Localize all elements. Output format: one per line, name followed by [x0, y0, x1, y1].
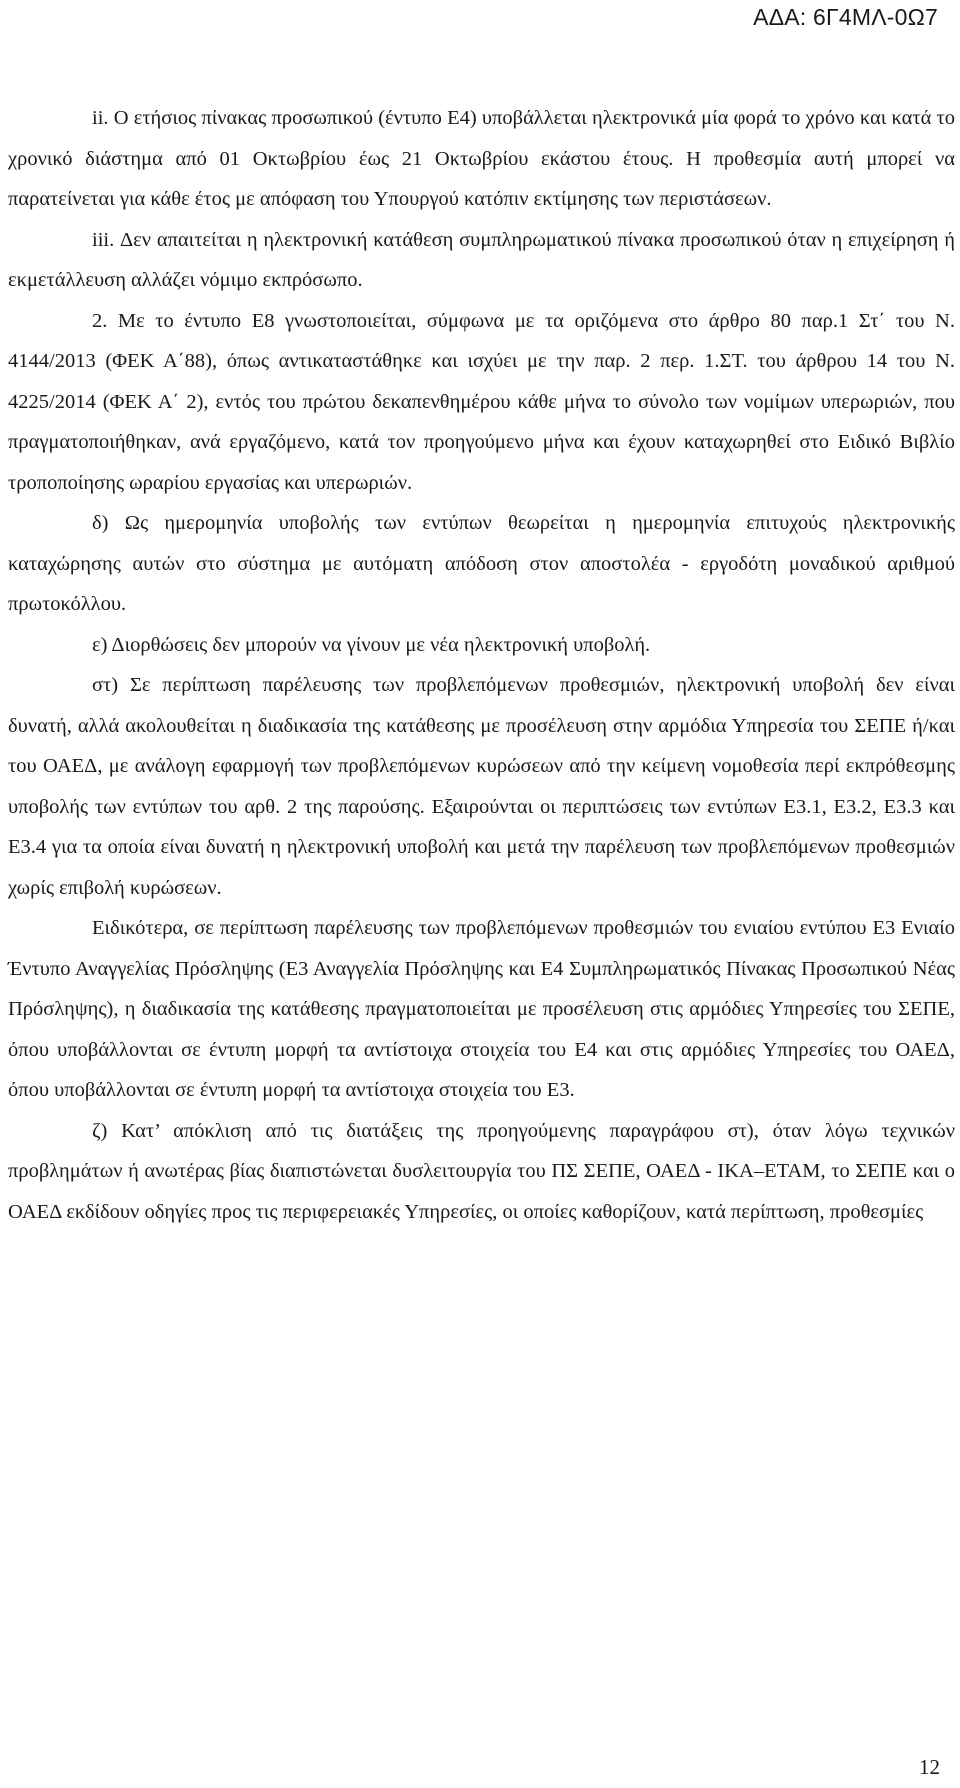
paragraph-corrections: ε) Διορθώσεις δεν μπορούν να γίνουν με νέα ηλεκτρονική υποβολή. — [92, 633, 651, 656]
page-number: 12 — [919, 1755, 940, 1779]
document-code: ΑΔΑ: 6Γ4ΜΛ-0Ω7 — [753, 4, 938, 30]
document-body — [8, 98, 955, 1232]
paragraph-no-supplementary-table: iii. Δεν απαιτείται η ηλεκτρονική κατάθεση συμπληρωματικού πίνακα προσωπικού όταν η επιχείρηση ή εκμετάλλευση αλλάζει νόμιμο εκπρόσωπο. — [8, 228, 955, 291]
paragraph-form-e8: 2. Με το έντυπο Ε8 γνωστοποιείται, σύμφωνα με τα οριζόμενα στο άρθρο 80 παρ.1 Στ΄ του Ν. 4144/2013 (ΦΕΚ Α΄88), όπως αντικαταστάθηκε και ισχύει με την παρ. 2 περ. 1.ΣΤ. του άρθρου 14 του Ν. 4225/2014 (ΦΕΚ Α΄ 2), εντός του πρώτου δεκαπενθημέρου κάθε μήνα το σύνολο των νομίμων υπερωριών, που πραγματοποιήθηκαν, ανά εργαζόμενο, κατά τον προηγούμενο μήνα και έχουν καταχωρηθεί στο Ειδικό Βιβλίο τροποποίησης ωραρίου εργασίας και υπερωριών. — [8, 309, 955, 494]
paragraph-late-submission: στ) Σε περίπτωση παρέλευσης των προβλεπόμενων προθεσμιών, ηλεκτρονική υποβολή δεν είναι δυνατή, αλλά ακολουθείται η διαδικασία της κατάθεσης με προσέλευση στην αρμόδια Υπηρεσία του ΣΕΠΕ ή/και του ΟΑΕΔ, με ανάλογη εφαρμογή των προβλεπόμενων κυρώσεων από την κείμενη νομοθεσία περί εκπρόθεσμης υποβολής των εντύπων του αρθ. 2 της παρούσης. Εξαιρούνται οι περιπτώσεις των εντύπων Ε3.1, Ε3.2, Ε3.3 και Ε3.4 για τα οποία είναι δυνατή η ηλεκτρονική υποβολή και μετά την παρέλευση των προβλεπόμενων προθεσμιών χωρίς επιβολή κυρώσεων. — [8, 674, 955, 899]
paragraph-specifically: Ειδικότερα, σε περίπτωση παρέλευσης των προβλεπόμενων προθεσμιών του ενιαίου εντύπου Ε3 Ενιαίο Έντυπο Αναγγελίας Πρόσληψης (Ε3 Αναγγελία Πρόσληψης και Ε4 Συμπληρωματικός Πίνακας Προσωπικού Νέας Πρόσληψης), η διαδικασία της κατάθεσης πραγματοποιείται με προσέλευση στις αρμόδιες Υπηρεσίες του ΣΕΠΕ, όπου υποβάλλονται σε έντυπη μορφή τα αντίστοιχα στοιχεία του Ε4 και στις αρμόδιες Υπηρεσίες του ΟΑΕΔ, όπου υποβάλλονται σε έντυπη μορφή τα αντίστοιχα στοιχεία του Ε3. — [8, 917, 955, 1101]
paragraph-submission-date: δ) Ως ημερομηνία υποβολής των εντύπων θεωρείται η ημερομηνία επιτυχούς ηλεκτρονικής καταχώρησης αυτών στο σύστημα με αυτόματη απόδοση στον αποστολέα - εργοδότη μοναδικού αριθμού πρωτοκόλλου. — [8, 512, 955, 615]
paragraph-annual-staff-table: ii. Ο ετήσιος πίνακας προσωπικού (έντυπο Ε4) υποβάλλεται ηλεκτρονικά μία φορά το χρόνο και κατά το χρονικό διάστημα από 01 Οκτωβρίου έως 21 Οκτωβρίου εκάστου έτους. Η προθεσμία αυτή μπορεί να παρατείνεται για κάθε έτος με απόφαση του Υπουργού κατόπιν εκτίμησης των περιστάσεων. — [8, 107, 955, 210]
paragraph-deviation: ζ) Κατ’ απόκλιση από τις διατάξεις της προηγούμενης παραγράφου στ), όταν λόγω τεχνικών προβλημάτων ή ανωτέρας βίας διαπιστώνεται δυσλειτουργία του ΠΣ ΣΕΠΕ, ΟΑΕΔ - ΙΚΑ–ΕΤΑΜ, το ΣΕΠΕ και ο ΟΑΕΔ εκδίδουν οδηγίες προς τις περιφερειακές Υπηρεσίες, οι οποίες καθορίζουν, κατά περίπτωση, προθεσμίες — [8, 1119, 955, 1223]
